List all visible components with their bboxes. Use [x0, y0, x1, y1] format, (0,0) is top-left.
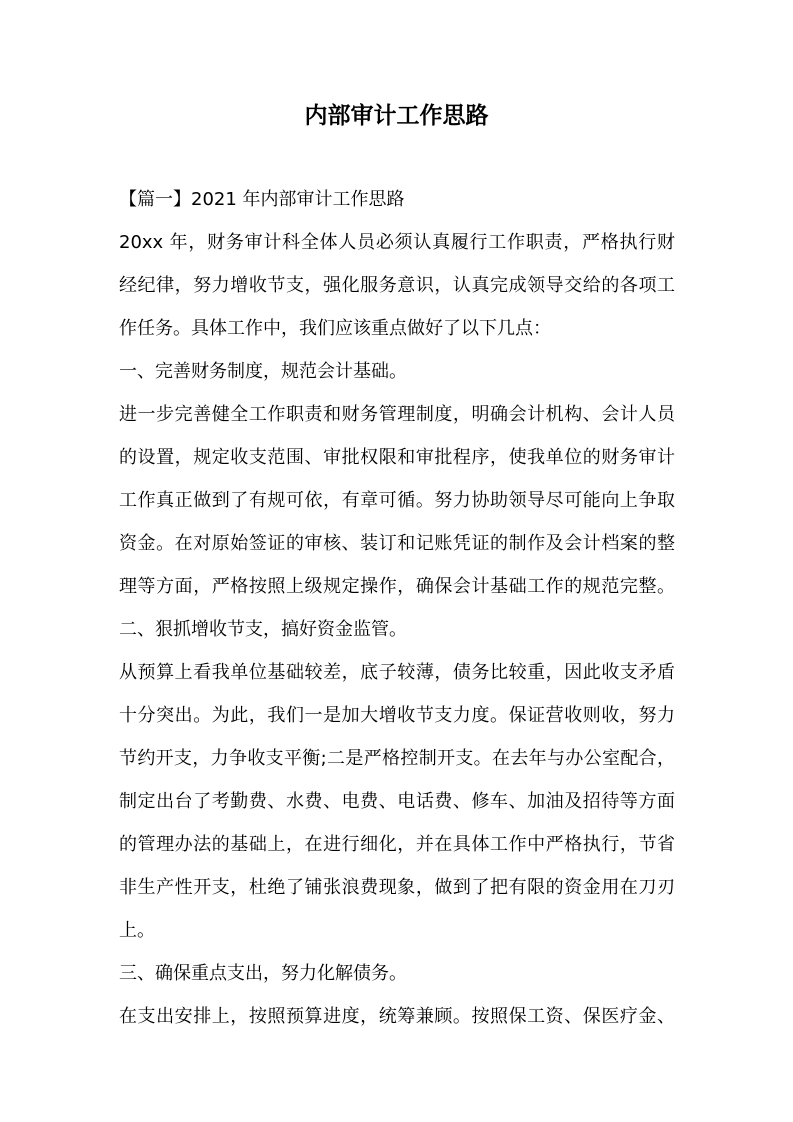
paragraph-line: 理等方面，严格按照上级规定操作，确保会计基础工作的规范完整。: [119, 576, 675, 597]
paragraph-line: 非生产性开支，杜绝了铺张浪费现象，做到了把有限的资金用在刀刃: [119, 877, 675, 898]
paragraph-line: 从预算上看我单位基础较差，底子较薄，债务比较重，因此收支矛盾: [119, 662, 675, 683]
subheading: 二、狠抓增收节支，搞好资金监管。: [119, 619, 407, 640]
paragraph-line: 作任务。具体工作中，我们应该重点做好了以下几点：: [119, 318, 551, 339]
subheading: 一、完善财务制度，规范会计基础。: [119, 361, 407, 382]
paragraph-line: 20xx 年，财务审计科全体人员必须认真履行工作职责，严格执行财: [119, 232, 675, 253]
paragraph-line: 经纪律，努力增收节支，强化服务意识，认真完成领导交给的各项工: [119, 275, 675, 296]
paragraph-line: 进一步完善健全工作职责和财务管理制度，明确会计机构、会计人员: [119, 404, 675, 425]
paragraph-line: 的管理办法的基础上，在进行细化，并在具体工作中严格执行，节省: [119, 834, 675, 855]
paragraph-line: 十分突出。为此，我们一是加大增收节支力度。保证营收则收，努力: [119, 705, 675, 726]
subheading: 三、确保重点支出，努力化解债务。: [119, 963, 407, 984]
paragraph-line: 节约开支，力争收支平衡;二是严格控制开支。在去年与办公室配合，: [119, 748, 675, 769]
document-title: 内部审计工作思路: [304, 103, 489, 129]
paragraph-line: 制定出台了考勤费、水费、电费、电话费、修车、加油及招待等方面: [119, 791, 675, 812]
paragraph-line: 上。: [119, 920, 155, 941]
paragraph-line: 的设置，规定收支范围、审批权限和审批程序，使我单位的财务审计: [119, 447, 675, 468]
paragraph-line: 工作真正做到了有规可依，有章可循。努力协助领导尽可能向上争取: [119, 490, 675, 511]
paragraph-line: 资金。在对原始签证的审核、装订和记账凭证的制作及会计档案的整: [119, 533, 675, 554]
section-heading: 【篇一】2021 年内部审计工作思路: [119, 189, 405, 210]
paragraph-line: 在支出安排上，按照预算进度，统筹兼顾。按照保工资、保医疗金、: [119, 1006, 675, 1027]
